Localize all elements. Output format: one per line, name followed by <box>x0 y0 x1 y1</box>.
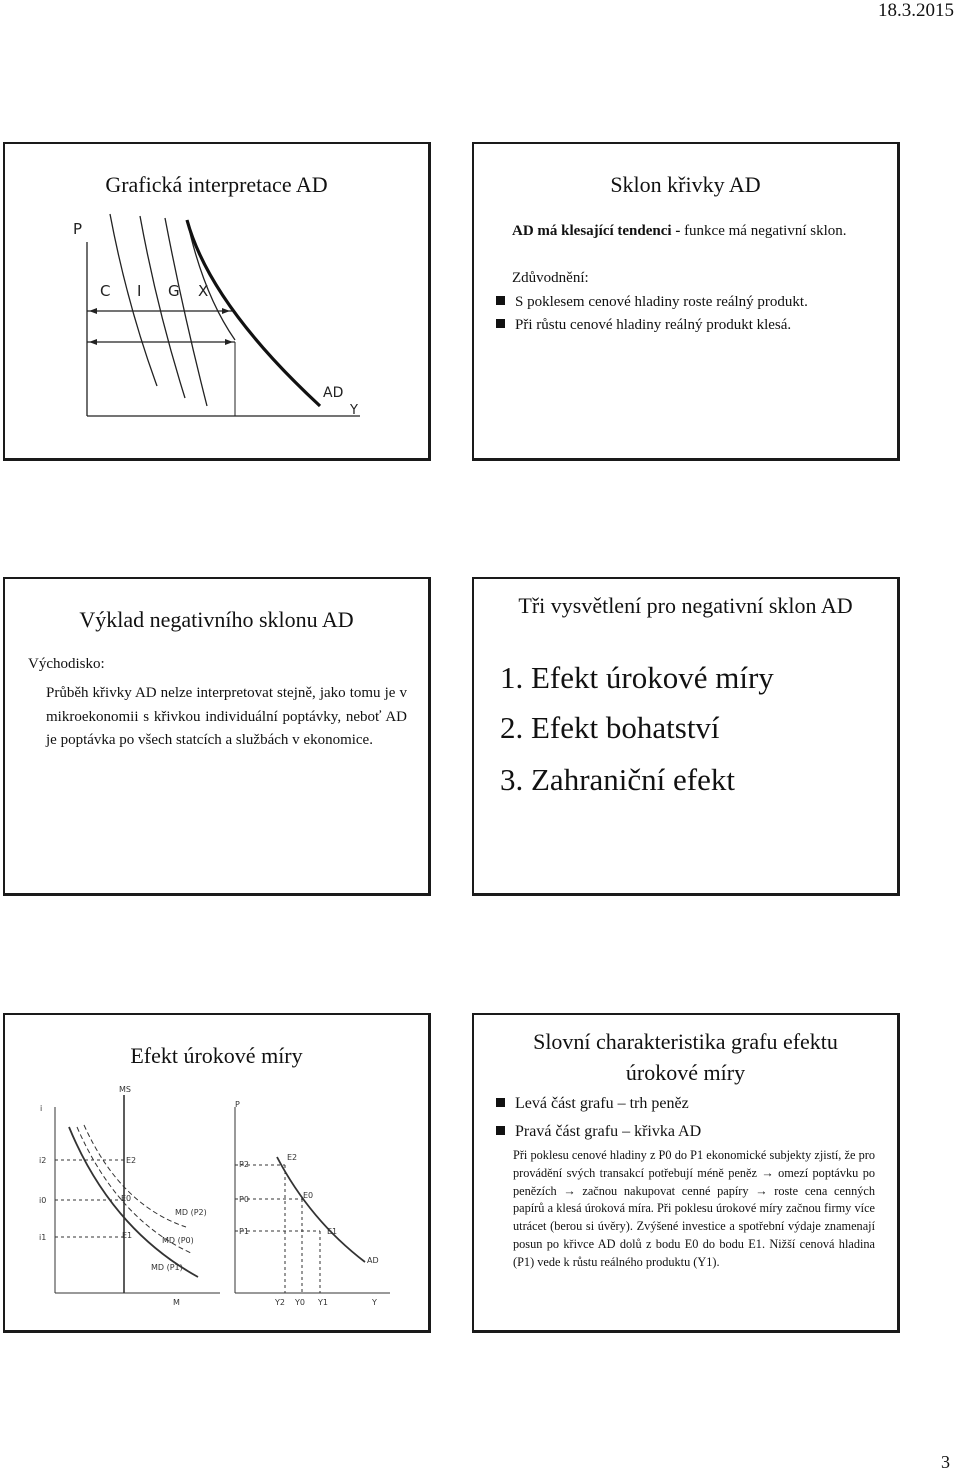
md-p2-curve <box>69 1127 198 1277</box>
label-e0-ad: E0 <box>303 1191 314 1200</box>
label-y2: Y2 <box>275 1298 285 1307</box>
bullet-item: Pravá část grafu – křivka AD <box>496 1121 701 1143</box>
bullet-item: S poklesem cenové hladiny roste reálný produkt. <box>496 291 808 313</box>
curve-g <box>165 218 207 406</box>
label-ad: AD <box>367 1256 379 1265</box>
reason-label: Zdůvodnění: <box>512 270 589 286</box>
label-e1: E1 <box>122 1231 133 1240</box>
slide-interest-rate-effect <box>3 1013 431 1333</box>
slide-three-explanations <box>472 577 900 896</box>
label-i1: i1 <box>39 1233 47 1242</box>
slide-negative-slope-explanation <box>3 577 431 896</box>
slide-ad-slope <box>472 142 900 461</box>
label-g: G <box>168 282 180 300</box>
md-p1-curve <box>84 1125 186 1227</box>
explanation-item-1: 1. Efekt úrokové míry <box>500 660 774 695</box>
ad-curve <box>187 220 320 406</box>
bullet-icon <box>496 1126 505 1135</box>
label-i2: i2 <box>39 1156 47 1165</box>
explanation-text: Průběh křivky AD nelze interpretovat stejně, jako tomu je v mikroekonomii s křivkou individuální poptávky, neboť AD je poptávka po všech statcích a službách v ekonomice. <box>46 685 407 748</box>
label-p0: P0 <box>239 1195 249 1204</box>
label-c: C <box>100 282 111 300</box>
bullet-item: Levá část grafu – trh peněz <box>496 1093 689 1115</box>
explanation-item-2: 2. Efekt bohatství <box>500 710 720 745</box>
label-ms: MS <box>119 1085 131 1094</box>
label-x: X <box>198 282 209 300</box>
label-e1-ad: E1 <box>327 1227 338 1236</box>
print-date: 18.3.2015 <box>878 0 954 21</box>
slide-title: Grafická interpretace AD <box>105 172 328 197</box>
label-y: Y <box>350 403 358 418</box>
interest-rate-effect-graph <box>5 1015 431 1333</box>
curve-i <box>140 216 185 398</box>
page-number: 3 <box>941 1452 950 1472</box>
label-p: P <box>73 220 83 238</box>
bullet-icon <box>496 1098 505 1107</box>
slide-verbal-characteristics <box>472 1013 900 1333</box>
label-md-p2: MD (P2) <box>175 1208 207 1217</box>
label-e0: E0 <box>121 1194 132 1203</box>
lead-label: Východisko: <box>28 656 105 672</box>
slope-intro: AD má klesající tendenci - funkce má negativní sklon. <box>512 223 847 239</box>
curve-c <box>110 214 157 386</box>
label-i0: i0 <box>39 1196 47 1205</box>
label-md-p0: MD (P0) <box>162 1236 194 1245</box>
label-y: Y <box>372 1298 377 1307</box>
label-e2: E2 <box>126 1156 137 1165</box>
md-p0-curve <box>77 1127 191 1253</box>
slide-title: Efekt úrokové míry <box>130 1043 303 1068</box>
label-md-p1: MD (P1) <box>151 1263 183 1272</box>
graph-description: Při poklesu cenové hladiny z P0 do P1 ekonomické subjekty zjistí, že pro provádění svých transakcí potřebují méně peněz → omezí poptávku po penězích → začnou nakupovat cenné papíry → roste cena cenných papírů a klesá úroková míra. Při poklesu úrokové míry začnou firmy více utrácet (berou si úvěry). Zvýšené investice a spotřební výdaje znamenají posun po křivce AD dolů z bodu E0 do bodu E1. Nižší cenová hladina (P1) vede k růstu reálného produktu (Y1). <box>513 1148 875 1269</box>
label-i: i <box>40 1104 43 1113</box>
slide-title: Sklon křivky AD <box>610 172 761 197</box>
label-m: M <box>173 1298 180 1307</box>
label-p: P <box>235 1100 240 1109</box>
label-e2-ad: E2 <box>287 1153 298 1162</box>
bullet-item: Při růstu cenové hladiny reálný produkt klesá. <box>496 314 791 336</box>
label-y1: Y1 <box>318 1298 328 1307</box>
label-p1: P1 <box>239 1227 249 1236</box>
ad-curve <box>277 1157 365 1262</box>
slide-title: Slovní charakteristika grafu efektu úrokové míry <box>533 1029 838 1085</box>
slide-title: Tři vysvětlení pro negativní sklon AD <box>518 593 853 618</box>
explanation-item-3: 3. Zahraniční efekt <box>500 762 735 797</box>
label-y0: Y0 <box>295 1298 305 1307</box>
ad-components-graph <box>5 144 431 461</box>
bullet-icon <box>496 319 505 328</box>
label-i: I <box>137 282 142 300</box>
label-ad: AD <box>323 385 344 401</box>
bullet-icon <box>496 296 505 305</box>
slide-title: Výklad negativního sklonu AD <box>79 607 354 632</box>
label-p2: P2 <box>239 1160 249 1169</box>
slide-graphic-interpretation <box>3 142 431 461</box>
